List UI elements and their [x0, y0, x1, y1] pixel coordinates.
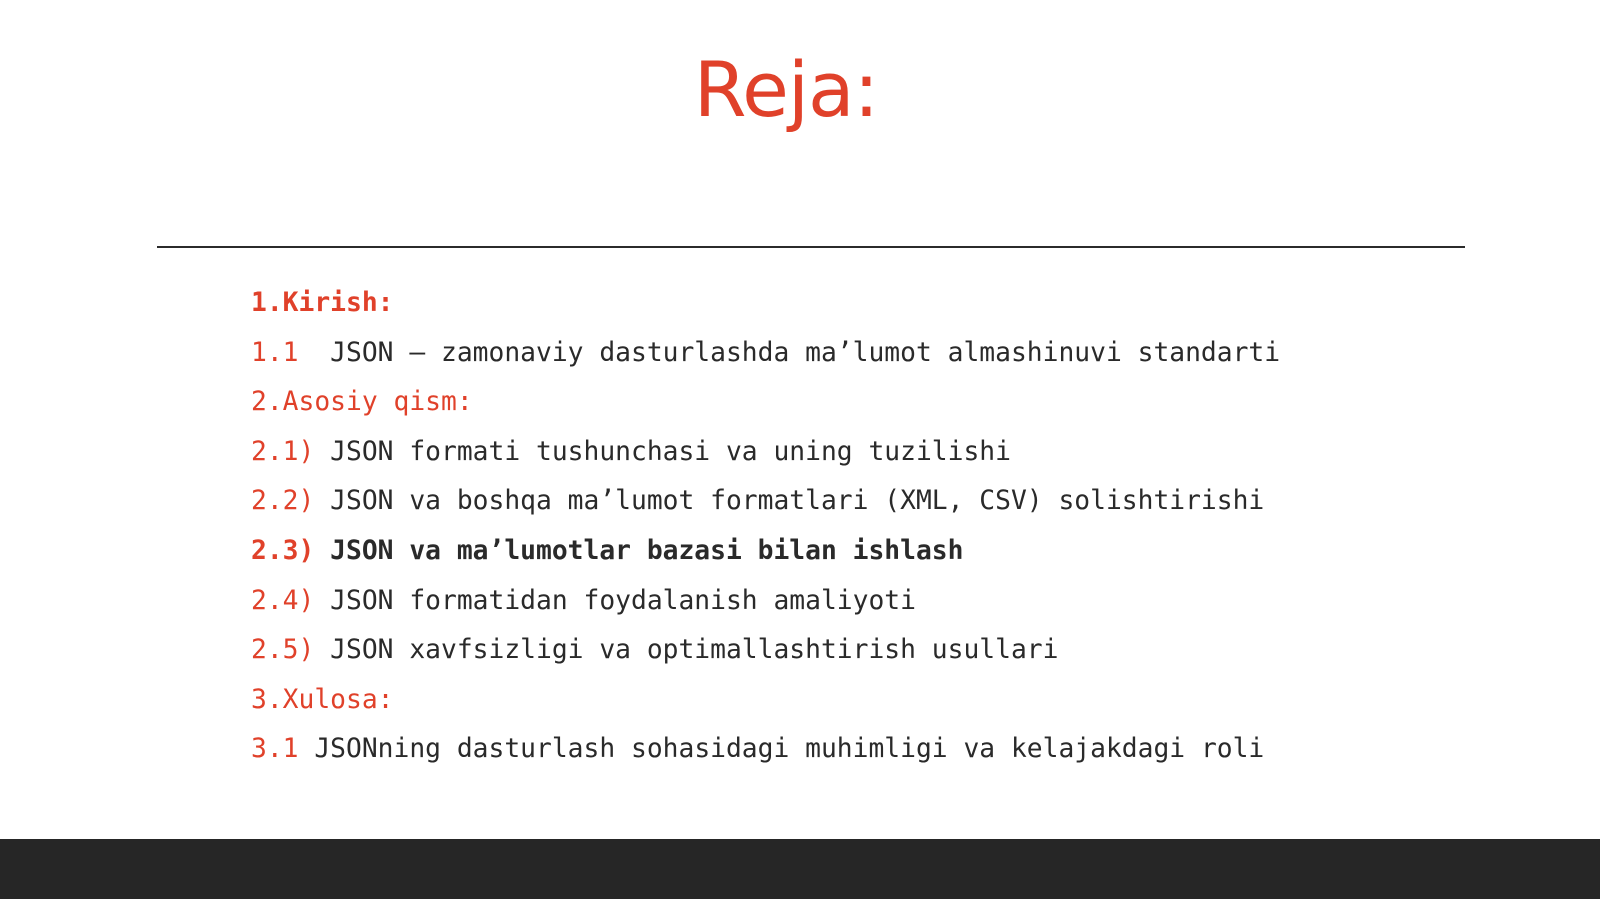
- outline-text: JSON va ma’lumotlar bazasi bilan ishlash: [330, 535, 964, 566]
- title-divider: [157, 246, 1465, 248]
- outline-number: 2.5): [251, 635, 331, 666]
- outline-number: 1.Kirish:: [251, 288, 394, 318]
- outline-list: [156, 255, 1456, 765]
- outline-number: 2.1): [251, 436, 331, 467]
- outline-number: 3.Xulosa:: [251, 684, 394, 715]
- outline-text: JSON va boshqa ma’lumot formatlari (XML, CSV) solishtirishi: [330, 486, 1265, 517]
- outline-text: JSON formatidan foydalanish amaliyoti: [330, 585, 916, 616]
- outline-text: JSON xavfsizligi va optimallashtirish usullari: [330, 635, 1059, 666]
- footer-bar: [0, 839, 1600, 899]
- slide-title: Reja:: [693, 45, 879, 134]
- outline-number: 1.1: [251, 337, 331, 368]
- outline-section-heading: [156, 255, 1456, 318]
- outline-text: JSON formati tushunchasi va uning tuzilishi: [330, 436, 1011, 467]
- outline-number: 2.2): [251, 486, 331, 517]
- outline-text: JSON – zamonaviy dasturlashda ma’lumot almashinuvi standarti: [330, 337, 1281, 368]
- outline-number: 2.Asosiy qism:: [251, 387, 473, 418]
- outline-number: 3.1: [251, 734, 315, 765]
- outline-text: JSONning dasturlash sohasidagi muhimligi va kelajakdagi roli: [314, 734, 1265, 765]
- outline-number: 2.4): [251, 585, 331, 616]
- outline-number: 2.3): [251, 535, 331, 566]
